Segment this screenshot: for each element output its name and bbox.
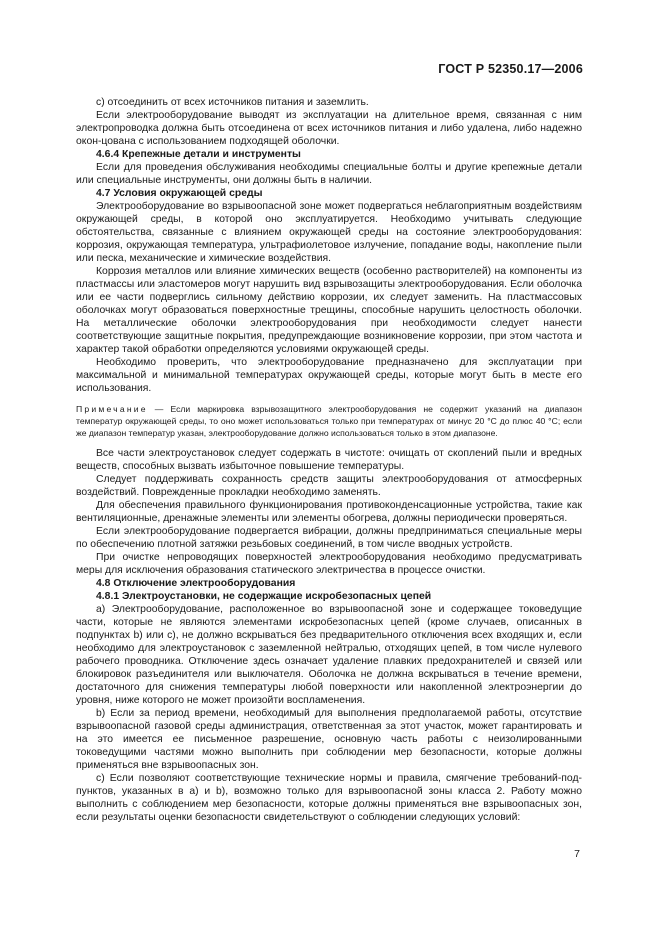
- paragraph: b) Если за период времени, необходимый для выполнения предполагаемой работы, отсутствие взрывоопасной газовой среды администрация, ответственная за этот участок, может гарантировать и на это имеется ее письменное разрешение, основную часть работы с неизолированными токоведущими частями можно выполнить при соблюдении мер безопасности, которые должны применяться вне взрывоопасных зон.: [76, 708, 582, 771]
- paragraph: Если электрооборудование подвергается вибрации, должны предприниматься специальные меры по обеспечению плотной затяжки резьбовых соединений, в том числе вводных устройств.: [76, 526, 582, 550]
- note-label: Примечание: [76, 404, 148, 414]
- section-heading: 4.6.4 Крепежные детали и инструменты: [96, 149, 301, 160]
- paragraph: Коррозия металлов или влияние химических веществ (особенно растворителей) на компоненты из пластмассы или эластомеров могут нарушить вид взрывозащиты электрооборудования. Если оболочка или ее части подверглись сильному действию коррозии, их следует заменить. На пластмассовых оболочках могут образоваться поверхностные трещины, способные нарушить целостность оболочки. На металлические оболочки электрооборудования при необходимости следует нанести соответствующие защитные покрытия, предупреждающие возникновение коррозии, при этом частота и характер такой обработки определяются условиями окружающей среды.: [76, 266, 582, 355]
- paragraph: с) отсоединить от всех источников питания и заземлить.: [96, 97, 369, 108]
- standard-designation: ГОСТ Р 52350.17—2006: [438, 62, 583, 76]
- paragraph: Если электрооборудование выводят из эксплуатации на длительное время, связанная с ним электропроводка должна быть отсоединена от всех источников питания и либо удалена, либо надежно окон-цована с использованием подходящей оболочки.: [76, 110, 582, 147]
- document-body: [76, 96, 582, 824]
- paragraph: с) Если позволяют соответствующие технические нормы и правила, смягчение требований-под-пунктов, указанных в а) и b), возможно только для взрывоопасной зоны класса 2. Работу можно выполнить с соблюдением мер безопасности, которые должны применяться вне взрывоопасных зон, если результаты оценки безопасности свидетельствуют о соблюдении следующих условий:: [76, 773, 582, 823]
- paragraph: Для обеспечения правильного функционирования противоконденсационные устройства, такие как вентиляционные, дренажные элементы или элементы обогрева, должны периодически проверяться.: [76, 500, 582, 524]
- section-heading: 4.8.1 Электроустановки, не содержащие искробезопасных цепей: [96, 591, 432, 602]
- note: [76, 403, 582, 439]
- paragraph: а) Электрооборудование, расположенное во взрывоопасной зоне и содержащее токоведущие части, которые не являются элементами искробезопасных цепей (кроме случаев, описанных в подпунктах b) или с), не должно вскрываться без предварительного отключения всех входящих и, если необходимо для электроустановок с заземленной нейтралью, отходящих цепей, в том числе нулевого рабочего проводника. Отключение здесь означает удаление плавких предохранителей и связей или блокировок разъединителя или выключателя. Оболочка не должна вскрываться в течение времени, достаточного для снижения температуры любой поверхности или накопленной электроэнергии до уровня, ниже которого не может произойти воспламенения.: [76, 604, 582, 706]
- page-number: 7: [574, 848, 580, 860]
- paragraph: Если для проведения обслуживания необходимы специальные болты и другие крепежные детали или специальные инструменты, они должны быть в наличии.: [76, 162, 582, 186]
- paragraph: Необходимо проверить, что электрооборудование предназначено для эксплуатации при максимальной и минимальной температурах окружающей среды, которые могут быть в месте его использования.: [76, 357, 582, 394]
- note-text: — Если маркировка взрывозащитного электрооборудования не содержит указаний на диапазон температур окружающей среды, то оно может использоваться только при температурах от минус 20 °С до плюс 40 °С; если же диапазон температур указан, электрооборудование должно использоваться только в этом диапазоне.: [76, 404, 582, 438]
- section-heading: 4.8 Отключение электрооборудования: [96, 578, 296, 589]
- paragraph: При очистке непроводящих поверхностей электрооборудования необходимо предусматривать меры для исключения образования статического электричества в процессе очистки.: [76, 552, 582, 576]
- section-heading: 4.7 Условия окружающей среды: [96, 188, 263, 199]
- paragraph: Все части электроустановок следует содержать в чистоте: очищать от скоплений пыли и вредных веществ, способных вызвать избыточное повышение температуры.: [76, 448, 582, 472]
- paragraph: Электрооборудование во взрывоопасной зоне может подвергаться неблагоприятным воздействиям окружающей среды, в которой оно эксплуатируется. Необходимо учитывать следующие обстоятельства, связанные с влиянием окружающей среды на состояние электрооборудования: коррозия, окружающая температура, ультрафиолетовое излучение, попадание воды, накопление пыли или песка, механические и химические воздействия.: [76, 201, 582, 264]
- paragraph: Следует поддерживать сохранность средств защиты электрооборудования от атмосферных воздействий. Поврежденные прокладки необходимо заменять.: [76, 474, 582, 498]
